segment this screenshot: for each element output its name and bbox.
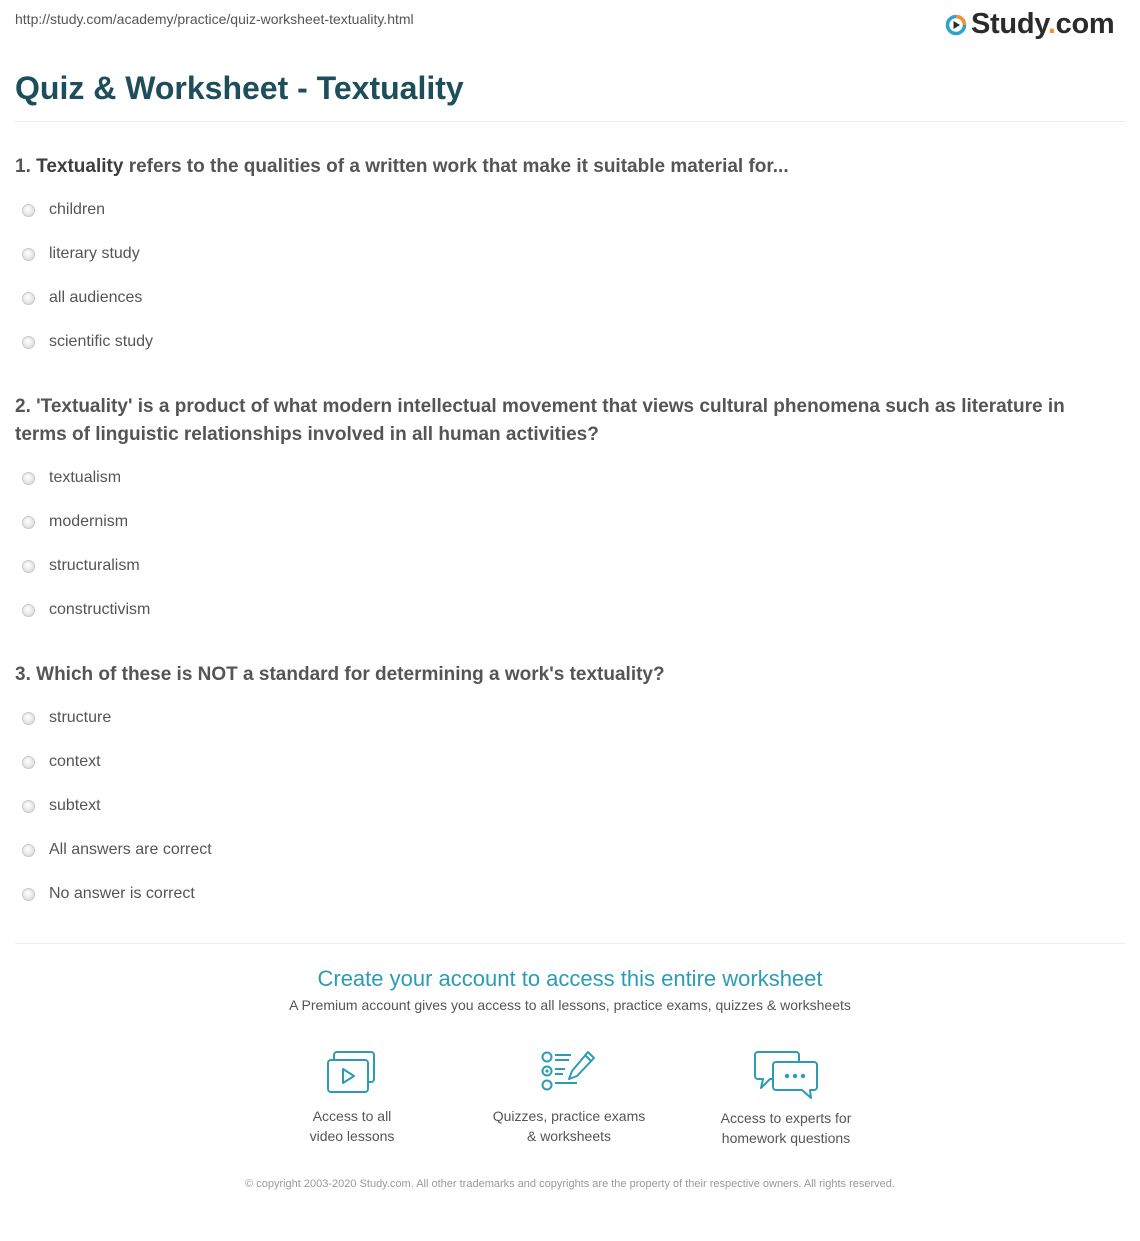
answer-option[interactable] bbox=[22, 276, 153, 320]
logo-dot: . bbox=[1047, 8, 1056, 40]
feature-line: Quizzes, practice exams bbox=[492, 1108, 646, 1124]
option-label: All answers are correct bbox=[49, 841, 212, 858]
question-term: Textuality bbox=[36, 156, 124, 177]
logo-text bbox=[971, 8, 1114, 41]
divider bbox=[15, 943, 1125, 944]
answer-option[interactable] bbox=[22, 544, 150, 588]
question-text: Which of these is NOT a standard for determining a work's textuality? bbox=[36, 664, 665, 685]
answer-option[interactable] bbox=[22, 232, 153, 276]
radio-button[interactable] bbox=[22, 560, 35, 573]
question-2 bbox=[15, 393, 1095, 449]
logo-suffix: com bbox=[1055, 8, 1115, 40]
question-text: 'Textuality' is a product of what modern intellectual movement that views cultural phenomena such as literature in terms of linguistic relationships involved in all human activities? bbox=[15, 396, 1065, 445]
feature-line: Access to all bbox=[312, 1108, 392, 1124]
question-number: 1. bbox=[15, 156, 31, 177]
question-3 bbox=[15, 661, 1095, 689]
logo-play-icon bbox=[945, 14, 967, 36]
feature-line: Access to experts for bbox=[720, 1110, 852, 1126]
option-label: textualism bbox=[49, 469, 122, 486]
study-logo[interactable] bbox=[945, 8, 1114, 41]
option-label: context bbox=[49, 753, 101, 770]
video-lessons-icon bbox=[326, 1050, 378, 1094]
radio-button[interactable] bbox=[22, 248, 35, 261]
answer-option[interactable] bbox=[22, 784, 212, 828]
option-label: children bbox=[49, 201, 106, 218]
option-label: structure bbox=[49, 709, 112, 726]
answer-option[interactable] bbox=[22, 188, 153, 232]
option-label: subtext bbox=[49, 797, 101, 814]
question-text: refers to the qualities of a written work that make it suitable material for... bbox=[128, 156, 789, 177]
page-url: http://study.com/academy/practice/quiz-worksheet-textuality.html bbox=[15, 11, 414, 27]
option-label: constructivism bbox=[49, 601, 151, 618]
radio-button[interactable] bbox=[22, 336, 35, 349]
option-label: modernism bbox=[49, 513, 129, 530]
answer-option[interactable] bbox=[22, 500, 150, 544]
answer-option[interactable] bbox=[22, 456, 150, 500]
radio-button[interactable] bbox=[22, 516, 35, 529]
option-label: all audiences bbox=[49, 289, 143, 306]
chat-bubbles-icon bbox=[754, 1050, 818, 1100]
feature-line: & worksheets bbox=[526, 1128, 612, 1144]
radio-button[interactable] bbox=[22, 472, 35, 485]
question-number: 3. bbox=[15, 664, 31, 685]
feature-experts bbox=[686, 1050, 886, 1148]
feature-line: homework questions bbox=[721, 1130, 851, 1146]
divider bbox=[15, 121, 1125, 122]
question-1 bbox=[15, 153, 1095, 181]
feature-text bbox=[252, 1106, 452, 1146]
create-account-link[interactable]: Create your account to access this entire worksheet bbox=[317, 966, 823, 991]
option-label: scientific study bbox=[49, 333, 154, 350]
logo-name: Study bbox=[971, 8, 1048, 40]
feature-video-lessons bbox=[252, 1050, 452, 1146]
option-label: No answer is correct bbox=[49, 885, 195, 902]
radio-button[interactable] bbox=[22, 800, 35, 813]
page-title: Quiz & Worksheet - Textuality bbox=[15, 70, 464, 106]
cta-subtitle: A Premium account gives you access to all lessons, practice exams, quizzes & worksheets bbox=[289, 997, 851, 1013]
quiz-checklist-icon bbox=[541, 1050, 597, 1094]
option-label: literary study bbox=[49, 245, 140, 262]
answer-option[interactable] bbox=[22, 320, 153, 364]
radio-button[interactable] bbox=[22, 712, 35, 725]
answer-option[interactable] bbox=[22, 828, 212, 872]
question-3-options bbox=[22, 696, 212, 916]
radio-button[interactable] bbox=[22, 292, 35, 305]
feature-text bbox=[686, 1108, 886, 1148]
question-2-options bbox=[22, 456, 150, 632]
copyright-text: © copyright 2003-2020 Study.com. All other trademarks and copyrights are the property of their respective owners. All rights reserved. bbox=[245, 1178, 895, 1190]
radio-button[interactable] bbox=[22, 756, 35, 769]
feature-line: video lessons bbox=[309, 1128, 395, 1144]
answer-option[interactable] bbox=[22, 740, 212, 784]
radio-button[interactable] bbox=[22, 204, 35, 217]
answer-option[interactable] bbox=[22, 872, 212, 916]
question-number: 2. bbox=[15, 396, 31, 417]
feature-text bbox=[469, 1106, 669, 1146]
radio-button[interactable] bbox=[22, 888, 35, 901]
feature-quizzes bbox=[469, 1050, 669, 1146]
answer-option[interactable] bbox=[22, 696, 212, 740]
answer-option[interactable] bbox=[22, 588, 150, 632]
question-1-options bbox=[22, 188, 153, 364]
radio-button[interactable] bbox=[22, 844, 35, 857]
option-label: structuralism bbox=[49, 557, 140, 574]
radio-button[interactable] bbox=[22, 604, 35, 617]
